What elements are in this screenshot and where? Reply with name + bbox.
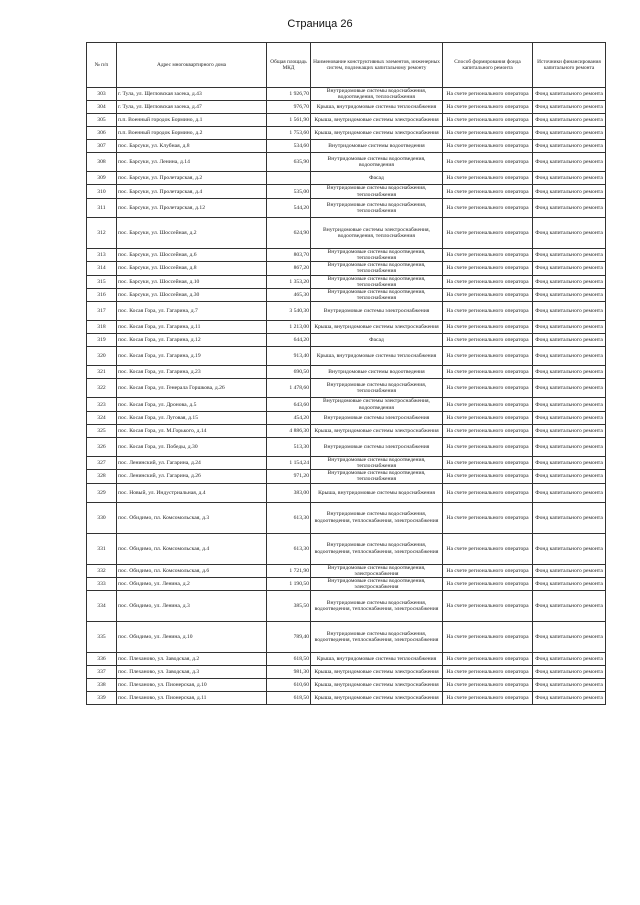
row-area: 690,50 — [267, 366, 311, 379]
row-number: 316 — [87, 289, 117, 302]
row-address: пос. Барсуки, ул. Шоссейная, д.8 — [117, 262, 267, 275]
row-fund-method: На счете регионального оператора — [443, 533, 533, 564]
row-address: пос. Плеханово, ул. Пионерская, д.10 — [117, 679, 267, 692]
row-number: 303 — [87, 88, 117, 101]
row-funding-source: Фонд капитального ремонта — [533, 275, 606, 288]
row-address: пос. Косая Гора, ул. Победы, д.30 — [117, 437, 267, 456]
row-funding-source: Фонд капитального ремонта — [533, 366, 606, 379]
table-row — [87, 101, 606, 114]
row-works: Внутридомовые системы водоотведения, теплоснабжения — [311, 262, 443, 275]
row-area: 981,30 — [267, 666, 311, 679]
row-fund-method: На счете регионального оператора — [443, 578, 533, 591]
row-fund-method: На счете регионального оператора — [443, 564, 533, 577]
row-works: Внутридомовые системы водоотведения, водоотведения — [311, 153, 443, 172]
row-address: пос. Барсуки, ул. Пролетарская, д.4 — [117, 185, 267, 198]
row-number: 311 — [87, 198, 117, 217]
table-row — [87, 666, 606, 679]
row-number: 337 — [87, 666, 117, 679]
row-number: 313 — [87, 248, 117, 261]
row-funding-source: Фонд капитального ремонта — [533, 398, 606, 411]
row-area: 1 561,90 — [267, 114, 311, 127]
table-row — [87, 483, 606, 502]
row-address: пос. Косая Гора, ул. Гагарина, д.11 — [117, 321, 267, 334]
row-number: 317 — [87, 302, 117, 321]
row-fund-method: На счете регионального оператора — [443, 622, 533, 653]
table-row — [87, 437, 606, 456]
row-address: пос. Новый, ул. Индустриальная, д.4 — [117, 483, 267, 502]
row-fund-method: На счете регионального оператора — [443, 347, 533, 366]
row-address: пос. Барсуки, ул. Шоссейная, д.6 — [117, 248, 267, 261]
header-address: Адрес многоквартирного дома — [117, 43, 267, 88]
row-fund-method: На счете регионального оператора — [443, 153, 533, 172]
row-fund-method: На счете регионального оператора — [443, 114, 533, 127]
row-number: 323 — [87, 398, 117, 411]
row-fund-method: На счете регионального оператора — [443, 217, 533, 248]
row-funding-source: Фонд капитального ремонта — [533, 483, 606, 502]
table-row — [87, 153, 606, 172]
table-row — [87, 302, 606, 321]
table-row — [87, 88, 606, 101]
row-works: Внутридомовые системы водоотведения — [311, 140, 443, 153]
row-address: пос. Обидимо, пл. Комсомольская, д.3 — [117, 502, 267, 533]
row-address: пос. Косая Гора, ул. М.Горького, д.14 — [117, 424, 267, 437]
row-address: пос. Косая Гора, ул. Дронова, д.5 — [117, 398, 267, 411]
row-address: пос. Косая Гора, ул. Генерала Горшкова, д.26 — [117, 379, 267, 398]
row-works: Внутридомовые системы водоснабжения, теплоснабжения — [311, 198, 443, 217]
row-works: Фасад — [311, 334, 443, 347]
table-row — [87, 398, 606, 411]
row-funding-source: Фонд капитального ремонта — [533, 172, 606, 185]
row-area: 789,40 — [267, 622, 311, 653]
row-number: 326 — [87, 437, 117, 456]
row-area: 4 886,30 — [267, 424, 311, 437]
row-area: 1 721,90 — [267, 564, 311, 577]
row-number: 325 — [87, 424, 117, 437]
row-number: 315 — [87, 275, 117, 288]
row-address: пос. Косая Гора, ул. Гагарина, д.19 — [117, 347, 267, 366]
header-source: Источники финансирования капитального ремонта — [533, 43, 606, 88]
page-title: Страница 26 — [287, 18, 353, 30]
row-works: Внутридомовые системы водоотведения, электроснабжения — [311, 578, 443, 591]
table-row — [87, 217, 606, 248]
table-row — [87, 679, 606, 692]
row-area: 643,60 — [267, 398, 311, 411]
row-works: Внутридомовые системы электроснабжения — [311, 437, 443, 456]
row-address: п.п. Военный городок Бормино, д.2 — [117, 127, 267, 140]
row-funding-source: Фонд капитального ремонта — [533, 591, 606, 622]
row-area: 385,50 — [267, 591, 311, 622]
row-number: 324 — [87, 411, 117, 424]
row-funding-source: Фонд капитального ремонта — [533, 101, 606, 114]
row-area: 1 926,70 — [267, 88, 311, 101]
row-number: 321 — [87, 366, 117, 379]
table-row — [87, 347, 606, 366]
row-funding-source: Фонд капитального ремонта — [533, 470, 606, 483]
row-area: 513,30 — [267, 437, 311, 456]
row-funding-source: Фонд капитального ремонта — [533, 347, 606, 366]
row-area: 1 154,24 — [267, 456, 311, 469]
row-address: пос. Барсуки, ул. Шоссейная, д.10 — [117, 275, 267, 288]
row-fund-method: На счете регионального оператора — [443, 140, 533, 153]
row-address: пос. Барсуки, ул. Шоссейная, д.2 — [117, 217, 267, 248]
row-funding-source: Фонд капитального ремонта — [533, 533, 606, 564]
row-works: Крыша, внутридомовые системы электроснабжения — [311, 114, 443, 127]
row-number: 328 — [87, 470, 117, 483]
row-address: пос. Ленинский, ул. Гагарина, д.24 — [117, 456, 267, 469]
table-row — [87, 248, 606, 261]
row-fund-method: На счете регионального оператора — [443, 591, 533, 622]
header-num: № п/п — [87, 43, 117, 88]
row-works: Внутридомовые системы водоотведения, теплоснабжения — [311, 275, 443, 288]
row-address: пос. Барсуки, ул. Шоссейная, д.30 — [117, 289, 267, 302]
row-funding-source: Фонд капитального ремонта — [533, 289, 606, 302]
row-fund-method: На счете регионального оператора — [443, 366, 533, 379]
row-area — [267, 172, 311, 185]
row-number: 332 — [87, 564, 117, 577]
row-funding-source: Фонд капитального ремонта — [533, 564, 606, 577]
table-header-row — [87, 43, 606, 88]
row-fund-method: На счете регионального оператора — [443, 379, 533, 398]
row-area: 644,20 — [267, 334, 311, 347]
table-row — [87, 172, 606, 185]
row-area: 535,00 — [267, 185, 311, 198]
row-funding-source: Фонд капитального ремонта — [533, 456, 606, 469]
row-area: 624,90 — [267, 217, 311, 248]
table-row — [87, 470, 606, 483]
table-row — [87, 127, 606, 140]
row-fund-method: На счете регионального оператора — [443, 692, 533, 705]
row-fund-method: На счете регионального оператора — [443, 185, 533, 198]
row-fund-method: На счете регионального оператора — [443, 248, 533, 261]
row-funding-source: Фонд капитального ремонта — [533, 692, 606, 705]
row-funding-source: Фонд капитального ремонта — [533, 140, 606, 153]
row-number: 308 — [87, 153, 117, 172]
row-address: пос. Барсуки, ул. Клубная, д.8 — [117, 140, 267, 153]
row-fund-method: На счете регионального оператора — [443, 437, 533, 456]
table-row — [87, 533, 606, 564]
row-address: пос. Косая Гора, ул. Гагарина, д.12 — [117, 334, 267, 347]
row-number: 320 — [87, 347, 117, 366]
row-number: 338 — [87, 679, 117, 692]
row-area: 613,30 — [267, 533, 311, 564]
row-area: 454,20 — [267, 411, 311, 424]
row-fund-method: На счете регионального оператора — [443, 289, 533, 302]
row-fund-method: На счете регионального оператора — [443, 198, 533, 217]
row-area: 383,00 — [267, 483, 311, 502]
row-fund-method: На счете регионального оператора — [443, 398, 533, 411]
row-fund-method: На счете регионального оператора — [443, 172, 533, 185]
row-area: 635,90 — [267, 153, 311, 172]
row-funding-source: Фонд капитального ремонта — [533, 424, 606, 437]
row-number: 329 — [87, 483, 117, 502]
row-works: Внутридомовые системы электроснабжения — [311, 411, 443, 424]
row-area: 610,60 — [267, 679, 311, 692]
header-method: Способ формирования фонда капитального ремонта — [443, 43, 533, 88]
row-funding-source: Фонд капитального ремонта — [533, 411, 606, 424]
row-fund-method: На счете регионального оператора — [443, 470, 533, 483]
table-row — [87, 653, 606, 666]
table-row — [87, 502, 606, 533]
table-body — [87, 88, 606, 705]
row-funding-source: Фонд капитального ремонта — [533, 653, 606, 666]
row-number: 333 — [87, 578, 117, 591]
row-fund-method: На счете регионального оператора — [443, 679, 533, 692]
row-fund-method: На счете регионального оператора — [443, 275, 533, 288]
row-address: пос. Барсуки, ул. Пролетарская, д.12 — [117, 198, 267, 217]
row-number: 336 — [87, 653, 117, 666]
row-fund-method: На счете регионального оператора — [443, 101, 533, 114]
row-works: Крыша, внутридомовые системы теплоснабжения — [311, 347, 443, 366]
row-works: Внутридомовые системы водоотведения — [311, 366, 443, 379]
row-area: 1 478,60 — [267, 379, 311, 398]
row-number: 310 — [87, 185, 117, 198]
table-row — [87, 591, 606, 622]
row-address: пос. Обидимо, ул. Ленина, д.10 — [117, 622, 267, 653]
row-fund-method: На счете регионального оператора — [443, 334, 533, 347]
table-row — [87, 185, 606, 198]
row-funding-source: Фонд капитального ремонта — [533, 334, 606, 347]
row-address: пос. Плеханово, ул. Заводская, д.3 — [117, 666, 267, 679]
row-address: пос. Косая Гора, ул. Гагарина, д.23 — [117, 366, 267, 379]
row-area: 1 753,60 — [267, 127, 311, 140]
table-row — [87, 564, 606, 577]
table-row — [87, 198, 606, 217]
table-row — [87, 411, 606, 424]
row-number: 339 — [87, 692, 117, 705]
row-address: пос. Плеханово, ул. Пионерская, д.11 — [117, 692, 267, 705]
row-address: г. Тула, ул. Щегловская засека, д.43 — [117, 88, 267, 101]
row-number: 335 — [87, 622, 117, 653]
row-fund-method: На счете регионального оператора — [443, 456, 533, 469]
table-row — [87, 366, 606, 379]
row-works: Внутридомовые системы электроснабжения, водоотведения, теплоснабжения — [311, 217, 443, 248]
row-number: 330 — [87, 502, 117, 533]
row-works: Крыша, внутридомовые системы водоснабжения — [311, 483, 443, 502]
row-funding-source: Фонд капитального ремонта — [533, 217, 606, 248]
table-row — [87, 275, 606, 288]
row-funding-source: Фонд капитального ремонта — [533, 679, 606, 692]
header-area: Общая площадь МКД — [267, 43, 311, 88]
row-area: 618,50 — [267, 692, 311, 705]
row-works: Внутридомовые системы водоотведения, теплоснабжения — [311, 470, 443, 483]
row-number: 312 — [87, 217, 117, 248]
row-works: Крыша, внутридомовые системы электроснабжения — [311, 321, 443, 334]
row-number: 318 — [87, 321, 117, 334]
row-area: 1 353,20 — [267, 275, 311, 288]
row-fund-method: На счете регионального оператора — [443, 411, 533, 424]
row-number: 327 — [87, 456, 117, 469]
row-works: Внутридомовые системы водоснабжения, теплоснабжения — [311, 379, 443, 398]
row-funding-source: Фонд капитального ремонта — [533, 198, 606, 217]
table-row — [87, 692, 606, 705]
table-row — [87, 578, 606, 591]
row-funding-source: Фонд капитального ремонта — [533, 248, 606, 261]
table-row — [87, 334, 606, 347]
row-works: Крыша, внутридомовые системы электроснабжения — [311, 679, 443, 692]
row-fund-method: На счете регионального оператора — [443, 653, 533, 666]
row-area: 803,70 — [267, 248, 311, 261]
row-fund-method: На счете регионального оператора — [443, 424, 533, 437]
row-funding-source: Фонд капитального ремонта — [533, 622, 606, 653]
row-works: Внутридомовые системы водоснабжения, водоотведения, теплоснабжения, электроснабжения — [311, 502, 443, 533]
row-funding-source: Фонд капитального ремонта — [533, 321, 606, 334]
row-address: пос. Косая Гора, ул. Луговая, д.15 — [117, 411, 267, 424]
row-address: пос. Барсуки, ул. Ленина, д.14 — [117, 153, 267, 172]
row-area: 618,50 — [267, 653, 311, 666]
row-number: 314 — [87, 262, 117, 275]
row-works: Внутридомовые системы водоотведения, теплоснабжения — [311, 289, 443, 302]
row-funding-source: Фонд капитального ремонта — [533, 666, 606, 679]
table-row — [87, 379, 606, 398]
row-funding-source: Фонд капитального ремонта — [533, 379, 606, 398]
header-works: Наименование конструктивных элементов, инженерных систем, подлежащих капитальному ремонту — [311, 43, 443, 88]
row-works: Внутридомовые системы водоснабжения, теплоснабжения — [311, 185, 443, 198]
row-number: 322 — [87, 379, 117, 398]
row-works: Внутридомовые системы электроснабжения, водоотведения — [311, 398, 443, 411]
row-area: 867,20 — [267, 262, 311, 275]
table-row — [87, 424, 606, 437]
row-funding-source: Фонд капитального ремонта — [533, 502, 606, 533]
row-funding-source: Фонд капитального ремонта — [533, 114, 606, 127]
row-works: Внутридомовые системы водоснабжения, водоотведения, теплоснабжения — [311, 88, 443, 101]
repair-program-table — [86, 42, 606, 705]
row-area: 534,60 — [267, 140, 311, 153]
row-works: Внутридомовые системы водоотведения, теплоснабжения — [311, 248, 443, 261]
table-row — [87, 289, 606, 302]
row-address: пос. Обидимо, ул. Ленина, д.3 — [117, 591, 267, 622]
row-fund-method: На счете регионального оператора — [443, 321, 533, 334]
row-address: пос. Косая Гора, ул. Гагарина, д.7 — [117, 302, 267, 321]
row-works: Внутридомовые системы водоснабжения, водоотведения, теплоснабжения, электроснабжения — [311, 533, 443, 564]
row-works: Внутридомовые системы водоснабжения, водоотведения, теплоснабжения, электроснабжения — [311, 622, 443, 653]
row-address: пос. Обидимо, пл. Комсомольская, д.6 — [117, 564, 267, 577]
row-fund-method: На счете регионального оператора — [443, 262, 533, 275]
row-works: Крыша, внутридомовые системы электроснабжения — [311, 424, 443, 437]
row-address: пос. Плеханово, ул. Заводская, д.2 — [117, 653, 267, 666]
row-works: Внутридомовые системы водоотведения, теплоснабжения — [311, 456, 443, 469]
row-funding-source: Фонд капитального ремонта — [533, 153, 606, 172]
row-funding-source: Фонд капитального ремонта — [533, 185, 606, 198]
row-fund-method: На счете регионального оператора — [443, 88, 533, 101]
row-funding-source: Фонд капитального ремонта — [533, 578, 606, 591]
table-row — [87, 140, 606, 153]
row-number: 305 — [87, 114, 117, 127]
row-fund-method: На счете регионального оператора — [443, 666, 533, 679]
row-area: 613,30 — [267, 502, 311, 533]
row-works: Крыша, внутридомовые системы теплоснабжения — [311, 653, 443, 666]
table-row — [87, 456, 606, 469]
row-funding-source: Фонд капитального ремонта — [533, 302, 606, 321]
row-works: Крыша, внутридомовые системы теплоснабжения — [311, 101, 443, 114]
row-area: 1 190,50 — [267, 578, 311, 591]
row-number: 319 — [87, 334, 117, 347]
row-area: 971,20 — [267, 470, 311, 483]
row-number: 334 — [87, 591, 117, 622]
row-funding-source: Фонд капитального ремонта — [533, 88, 606, 101]
row-works: Внутридомовые системы водоотведения, электроснабжения — [311, 564, 443, 577]
table-row — [87, 114, 606, 127]
table-row — [87, 262, 606, 275]
row-address: пос. Ленинский, ул. Гагарина, д.26 — [117, 470, 267, 483]
table-row — [87, 622, 606, 653]
row-works: Фасад — [311, 172, 443, 185]
row-area: 913,40 — [267, 347, 311, 366]
row-fund-method: На счете регионального оператора — [443, 483, 533, 502]
row-works: Крыша, внутридомовые системы электроснабжения — [311, 692, 443, 705]
row-works: Внутридомовые системы электроснабжения — [311, 302, 443, 321]
row-area: 1 213,00 — [267, 321, 311, 334]
row-number: 307 — [87, 140, 117, 153]
row-works: Крыша, внутридомовые системы электроснабжения — [311, 127, 443, 140]
row-works: Крыша, внутридомовые системы электроснабжения — [311, 666, 443, 679]
row-funding-source: Фонд капитального ремонта — [533, 127, 606, 140]
row-number: 304 — [87, 101, 117, 114]
row-address: п.п. Военный городок Бормино, д.1 — [117, 114, 267, 127]
row-number: 309 — [87, 172, 117, 185]
row-area: 544,20 — [267, 198, 311, 217]
row-fund-method: На счете регионального оператора — [443, 127, 533, 140]
row-number: 331 — [87, 533, 117, 564]
row-area: 3 540,30 — [267, 302, 311, 321]
row-works: Внутридомовые системы водоснабжения, водоотведения, теплоснабжения, электроснабжения — [311, 591, 443, 622]
row-address: пос. Обидимо, ул. Ленина, д.2 — [117, 578, 267, 591]
table-row — [87, 321, 606, 334]
row-fund-method: На счете регионального оператора — [443, 302, 533, 321]
row-area: 465,30 — [267, 289, 311, 302]
row-area: 976,70 — [267, 101, 311, 114]
row-address: пос. Барсуки, ул. Пролетарская, д.2 — [117, 172, 267, 185]
row-funding-source: Фонд капитального ремонта — [533, 437, 606, 456]
row-funding-source: Фонд капитального ремонта — [533, 262, 606, 275]
row-address: пос. Обидимо, пл. Комсомольская, д.4 — [117, 533, 267, 564]
row-fund-method: На счете регионального оператора — [443, 502, 533, 533]
row-number: 306 — [87, 127, 117, 140]
row-address: г. Тула, ул. Щегловская засека, д.47 — [117, 101, 267, 114]
